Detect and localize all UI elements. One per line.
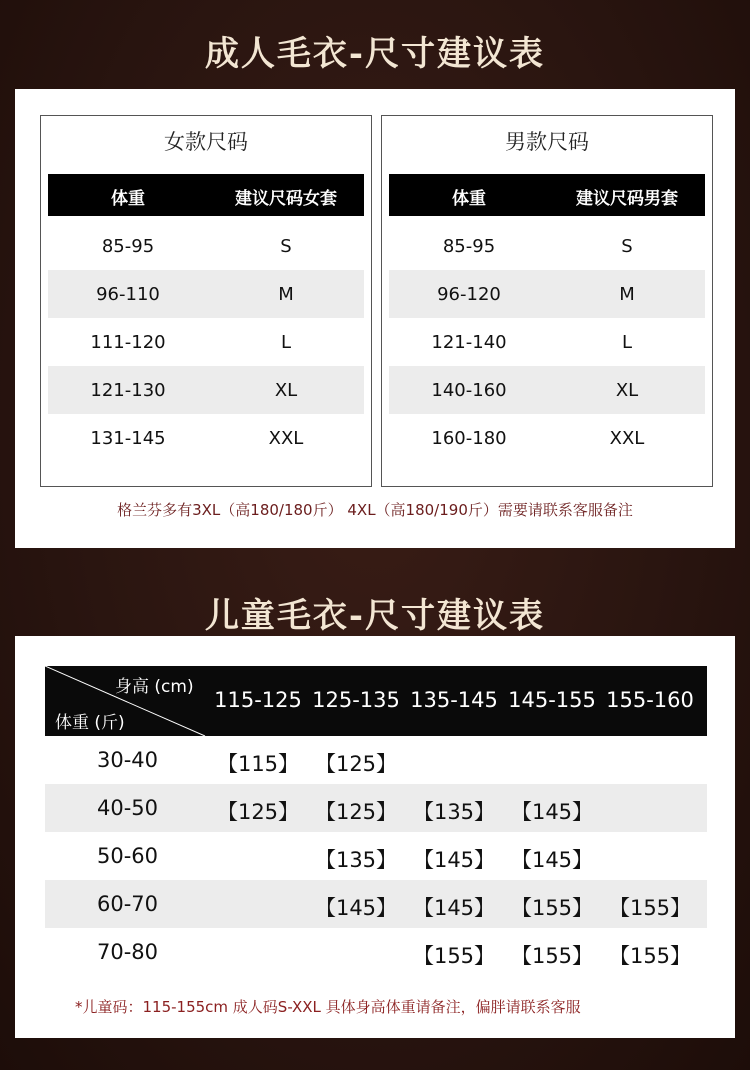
weight-cell: 131-145 [90, 428, 166, 449]
size-cell: 【155】 [608, 896, 692, 920]
header-size: 建议尺码女套 [235, 189, 337, 209]
height-column-header: 125-135 [312, 688, 400, 712]
size-cell: S [280, 236, 292, 257]
weight-cell: 111-120 [90, 332, 166, 353]
weight-cell: 60-70 [97, 892, 159, 916]
height-column-header: 135-145 [410, 688, 498, 712]
weight-cell: 160-180 [431, 428, 507, 449]
header-size: 建议尺码男套 [576, 189, 678, 209]
table-row [389, 366, 705, 414]
kids-title: 儿童毛衣-尺寸建议表 [204, 596, 546, 636]
kids-size-note: *儿童码：115-155cm 成人码S-XXL 具体身高体重请备注，偏胖请联系客服 [75, 998, 581, 1016]
weight-cell: 121-130 [90, 380, 166, 401]
weight-cell: 70-80 [97, 940, 159, 964]
weight-cell: 96-120 [437, 284, 501, 305]
size-cell: 【145】 [412, 848, 496, 872]
weight-cell: 85-95 [442, 236, 496, 257]
table-row [48, 366, 364, 414]
size-cell: 【145】 [412, 896, 496, 920]
weight-cell: 85-95 [101, 236, 155, 257]
size-cell: L [621, 332, 633, 353]
size-cell: 【125】 [314, 752, 398, 776]
weight-cell: 50-60 [97, 844, 159, 868]
height-column-header: 155-160 [606, 688, 694, 712]
size-cell: 【145】 [510, 848, 594, 872]
table-row [389, 270, 705, 318]
men-size-table [381, 115, 713, 487]
table-row [45, 928, 707, 976]
table-row [45, 784, 707, 832]
table-row [389, 318, 705, 366]
size-cell: 【125】 [216, 800, 300, 824]
size-cell: L [280, 332, 292, 353]
table-row [45, 832, 707, 880]
weight-cell: 140-160 [431, 380, 507, 401]
men-table-header [389, 174, 705, 216]
kids-size-panel [15, 636, 735, 1038]
size-cell: M [278, 284, 294, 305]
kids-table-header [45, 666, 707, 736]
size-cell: 【145】 [314, 896, 398, 920]
size-cell: 【125】 [314, 800, 398, 824]
size-cell: S [621, 236, 633, 257]
adult-size-panel [15, 89, 735, 548]
table-row [45, 880, 707, 928]
weight-cell: 40-50 [97, 796, 159, 820]
size-cell: 【135】 [412, 800, 496, 824]
header-weight: 体重 [452, 189, 486, 209]
weight-cell: 96-110 [96, 284, 160, 305]
corner-weight-label: 体重 (斤) [55, 713, 125, 733]
table-row [48, 270, 364, 318]
size-cell: 【115】 [216, 752, 300, 776]
size-cell: XXL [609, 428, 645, 449]
size-cell: 【155】 [608, 944, 692, 968]
size-cell: XXL [268, 428, 304, 449]
table-row [45, 736, 707, 784]
women-table-header [48, 174, 364, 216]
size-cell: 【155】 [510, 896, 594, 920]
height-column-header: 115-125 [214, 688, 302, 712]
men-table-title: 男款尺码 [505, 130, 589, 154]
adult-title: 成人毛衣-尺寸建议表 [204, 34, 546, 74]
table-row [389, 222, 705, 270]
table-row [48, 222, 364, 270]
height-column-header: 145-155 [508, 688, 596, 712]
size-cell: XL [274, 380, 298, 401]
size-cell: 【155】 [412, 944, 496, 968]
women-table-title: 女款尺码 [164, 130, 248, 154]
weight-cell: 121-140 [431, 332, 507, 353]
weight-cell: 30-40 [97, 748, 159, 772]
header-weight: 体重 [111, 189, 145, 209]
size-cell: XL [615, 380, 639, 401]
adult-size-note: 格兰芬多有3XL（高180/180斤） 4XL（高180/190斤）需要请联系客服备注 [117, 501, 633, 519]
women-size-table [40, 115, 372, 487]
size-cell: 【155】 [510, 944, 594, 968]
table-row [48, 414, 364, 462]
size-cell: 【145】 [510, 800, 594, 824]
table-row [389, 414, 705, 462]
corner-height-label: 身高 (cm) [115, 677, 194, 697]
size-cell: 【135】 [314, 848, 398, 872]
table-row [48, 318, 364, 366]
size-cell: M [619, 284, 635, 305]
